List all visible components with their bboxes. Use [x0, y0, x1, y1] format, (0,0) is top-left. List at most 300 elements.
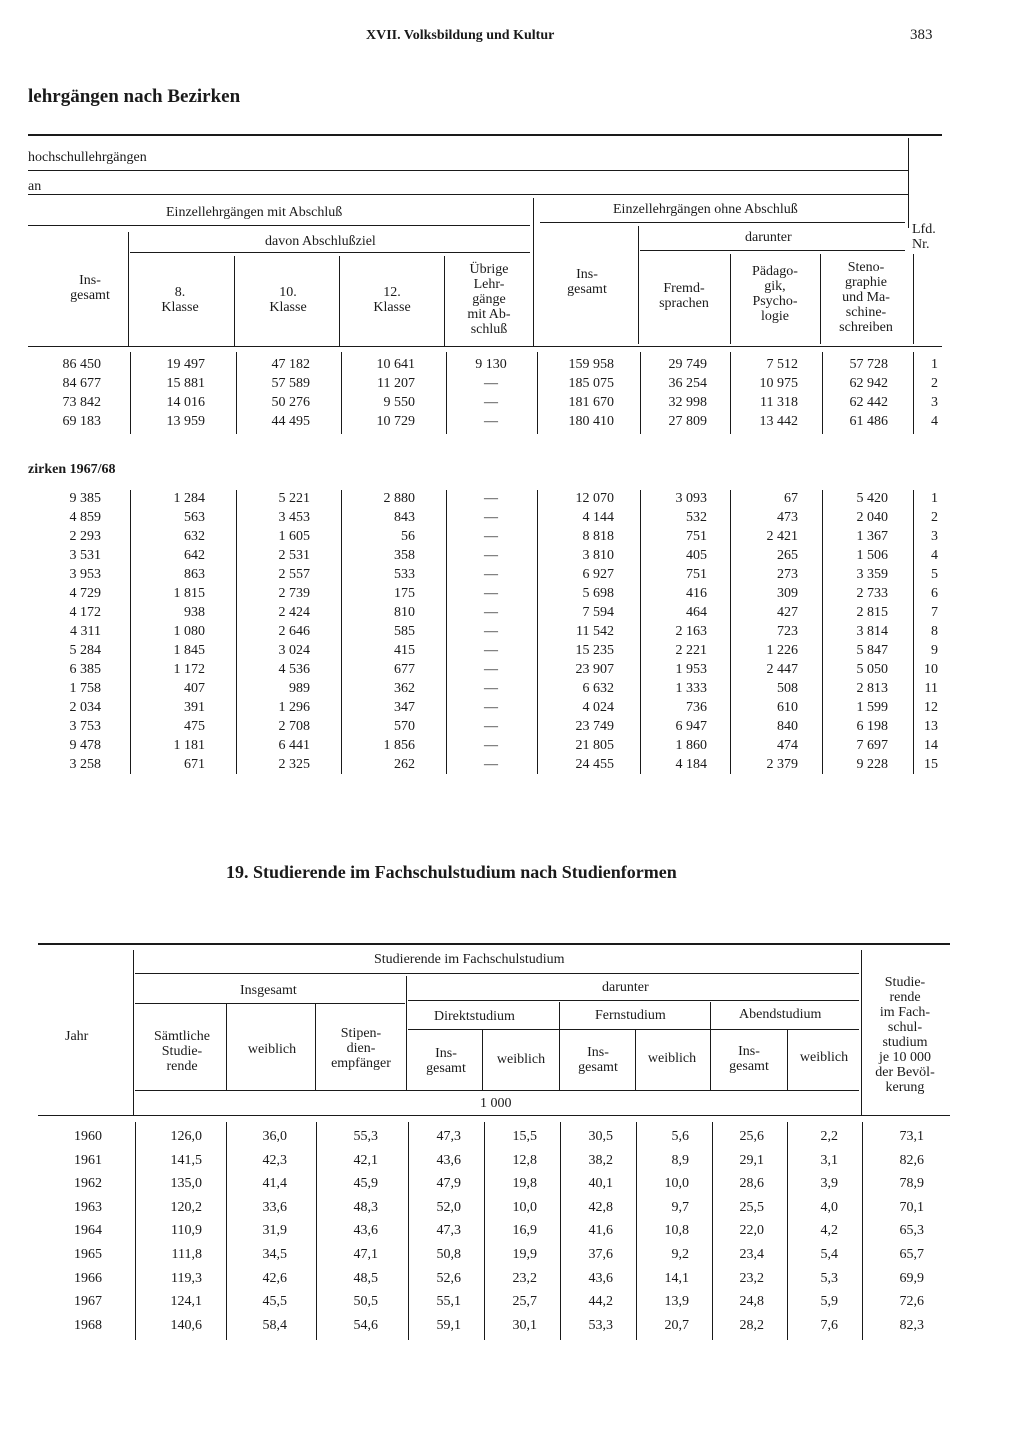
cell-fern-ins: 37,6 [588, 1247, 613, 1262]
cell-fremdsprachen: 416 [686, 586, 707, 601]
table-row [0, 547, 1024, 566]
cell-paedagogik: 1 226 [766, 643, 798, 658]
cell-klasse10: 4 536 [278, 662, 310, 677]
t19-h-abend: Abendstudium [739, 1007, 822, 1022]
cell-stenographie: 7 697 [856, 738, 888, 753]
t19-rule-b1 [135, 1003, 405, 1004]
cell-insgesamt-ohne: 23 749 [575, 719, 614, 734]
cell-jahr: 1961 [74, 1152, 102, 1168]
cell-insgesamt-ohne: 3 810 [582, 548, 614, 563]
cell-direkt-ins: 52,0 [436, 1199, 461, 1215]
cell-lfd-nr: 13 [924, 719, 938, 734]
cell-klasse12: 415 [394, 643, 415, 658]
cell-klasse8: 671 [184, 757, 205, 772]
cell-insgesamt-ohne: 180 410 [568, 414, 614, 429]
cell-direkt-weiblich: 30,1 [512, 1317, 537, 1333]
cell-klasse10: 2 739 [278, 586, 310, 601]
cell-klasse12: 9 550 [383, 395, 415, 410]
cell-stenographie: 6 198 [856, 719, 888, 734]
cell-klasse8: 13 959 [166, 414, 205, 429]
cell-fremdsprachen: 736 [686, 700, 707, 715]
t18-top-rule [28, 134, 942, 136]
cell-lfd-nr: 8 [931, 624, 938, 639]
cell-saemtliche: 124,1 [170, 1294, 202, 1310]
cell-klasse8: 1 181 [173, 738, 205, 753]
cell-klasse10: 57 589 [271, 376, 310, 391]
cell-saemtliche: 140,6 [170, 1317, 202, 1333]
cell-insgesamt-ohne: 4 144 [582, 510, 614, 525]
t19-vline-h3 [315, 1004, 316, 1090]
t19-h-stipend: Stipen- dien- empfänger [331, 1026, 391, 1071]
cell-fremdsprachen: 1 953 [675, 662, 707, 677]
cell-uebrige: — [484, 605, 498, 620]
t19-vline-h7 [635, 1030, 636, 1090]
cell-direkt-ins: 47,3 [436, 1223, 461, 1239]
cell-jahr: 1964 [74, 1223, 102, 1239]
cell-uebrige: — [484, 624, 498, 639]
cell-uebrige: 9 130 [475, 357, 507, 372]
t19-h-last: Studie- rende im Fach- schul- studium je 10 000 der Bevöl- kerung [875, 975, 935, 1095]
cell-insgesamt: 3 531 [69, 548, 101, 563]
cell-saemtliche: 111,8 [171, 1247, 202, 1262]
t18-header-an: an [28, 179, 42, 194]
table-row [0, 490, 1024, 509]
cell-abend-weiblich: 2,2 [820, 1129, 838, 1144]
cell-insgesamt-ohne: 7 594 [582, 605, 614, 620]
t18-vline-h1 [128, 232, 129, 346]
cell-klasse8: 1 284 [173, 491, 205, 506]
cell-klasse10: 1 605 [278, 529, 310, 544]
cell-direkt-ins: 47,9 [436, 1176, 461, 1192]
cell-stenographie: 3 814 [856, 624, 888, 639]
cell-direkt-weiblich: 19,8 [512, 1176, 537, 1192]
cell-saemtliche: 141,5 [170, 1152, 202, 1168]
cell-je-10000: 82,6 [899, 1152, 924, 1168]
cell-direkt-weiblich: 16,9 [512, 1223, 537, 1239]
table-row [0, 585, 1024, 604]
cell-abend-weiblich: 7,6 [820, 1317, 838, 1333]
cell-insgesamt: 9 478 [69, 738, 101, 753]
cell-je-10000: 70,1 [899, 1199, 924, 1215]
t19-rule-a [135, 973, 859, 974]
cell-insgesamt: 3 258 [69, 757, 101, 772]
cell-paedagogik: 265 [777, 548, 798, 563]
cell-insgesamt: 1 758 [69, 681, 101, 696]
cell-fremdsprachen: 464 [686, 605, 707, 620]
cell-insgesamt: 6 385 [69, 662, 101, 677]
cell-insgesamt-ohne: 159 958 [568, 357, 614, 372]
cell-abend-ins: 25,6 [739, 1129, 764, 1144]
cell-je-10000: 73,1 [899, 1129, 924, 1144]
cell-lfd-nr: 11 [924, 681, 938, 696]
t18-col-fremd: Fremd- sprachen [659, 281, 709, 311]
cell-stipendien: 48,5 [353, 1270, 378, 1286]
cell-klasse10: 2 708 [278, 719, 310, 734]
t18-col-k8: 8. Klasse [161, 285, 199, 315]
cell-weiblich: 33,6 [262, 1199, 287, 1215]
cell-fremdsprachen: 2 163 [675, 624, 707, 639]
table-row [0, 756, 1024, 775]
cell-direkt-ins: 43,6 [436, 1152, 461, 1168]
cell-stenographie: 57 728 [849, 357, 888, 372]
cell-uebrige: — [484, 700, 498, 715]
cell-klasse12: 843 [394, 510, 415, 525]
cell-klasse12: 2 880 [383, 491, 415, 506]
t18-col-k12: 12. Klasse [373, 285, 411, 315]
t18-group-with: Einzellehrgängen mit Abschluß [166, 205, 343, 220]
cell-abend-weiblich: 5,9 [820, 1294, 838, 1310]
cell-stenographie: 5 420 [856, 491, 888, 506]
cell-direkt-weiblich: 12,8 [512, 1152, 537, 1168]
cell-stenographie: 9 228 [856, 757, 888, 772]
cell-paedagogik: 2 447 [766, 662, 798, 677]
cell-lfd-nr: 2 [931, 376, 938, 391]
cell-abend-weiblich: 4,2 [820, 1223, 838, 1239]
cell-lfd-nr: 3 [931, 395, 938, 410]
t19-h-ins-direkt: Ins- gesamt [426, 1046, 466, 1076]
cell-fern-ins: 53,3 [588, 1317, 613, 1333]
t18-vline-h9 [908, 138, 909, 228]
cell-stenographie: 1 506 [856, 548, 888, 563]
table-row [0, 1270, 1024, 1289]
cell-uebrige: — [484, 491, 498, 506]
cell-insgesamt-ohne: 12 070 [575, 491, 614, 506]
t18-col-insgesamt2: Ins- gesamt [567, 267, 607, 297]
cell-abend-ins: 22,0 [739, 1223, 764, 1239]
cell-insgesamt: 4 729 [69, 586, 101, 601]
cell-je-10000: 65,7 [899, 1247, 924, 1262]
cell-direkt-ins: 47,3 [436, 1129, 461, 1144]
cell-direkt-weiblich: 10,0 [512, 1199, 537, 1215]
cell-abend-weiblich: 3,1 [820, 1152, 838, 1168]
cell-klasse10: 2 646 [278, 624, 310, 639]
cell-lfd-nr: 12 [924, 700, 938, 715]
cell-klasse8: 1 080 [173, 624, 205, 639]
t18-vline-h6 [638, 226, 639, 344]
cell-uebrige: — [484, 586, 498, 601]
t19-vline-h6 [559, 1002, 560, 1090]
cell-klasse12: 585 [394, 624, 415, 639]
cell-uebrige: — [484, 643, 498, 658]
t18-col-steno: Steno- graphie und Ma- schine- schreiben [839, 260, 893, 335]
cell-jahr: 1966 [74, 1270, 102, 1286]
cell-klasse8: 863 [184, 567, 205, 582]
cell-stenographie: 3 359 [856, 567, 888, 582]
cell-klasse12: 10 641 [376, 357, 415, 372]
cell-saemtliche: 120,2 [170, 1199, 202, 1215]
cell-klasse12: 570 [394, 719, 415, 734]
cell-lfd-nr: 14 [924, 738, 938, 753]
cell-insgesamt: 5 284 [69, 643, 101, 658]
cell-stenographie: 5 050 [856, 662, 888, 677]
table-row [0, 1199, 1024, 1218]
cell-insgesamt-ohne: 8 818 [582, 529, 614, 544]
cell-klasse8: 475 [184, 719, 205, 734]
cell-fern-weiblich: 10,8 [664, 1223, 689, 1239]
cell-direkt-ins: 50,8 [436, 1247, 461, 1262]
cell-uebrige: — [484, 510, 498, 525]
table-row [0, 375, 1024, 394]
cell-paedagogik: 10 975 [759, 376, 798, 391]
page-number: 383 [910, 27, 933, 43]
cell-insgesamt-ohne: 11 542 [576, 624, 614, 639]
cell-abend-weiblich: 4,0 [820, 1199, 838, 1215]
cell-paedagogik: 2 421 [766, 529, 798, 544]
table-row [0, 1317, 1024, 1336]
t18-col-uebrige: Übrige Lehr- gänge mit Ab- schluß [467, 262, 511, 337]
cell-fern-weiblich: 14,1 [664, 1270, 689, 1286]
cell-klasse8: 407 [184, 681, 205, 696]
cell-uebrige: — [484, 414, 498, 429]
t19-h-weiblich-direkt: weiblich [496, 1052, 546, 1067]
cell-paedagogik: 473 [777, 510, 798, 525]
cell-paedagogik: 7 512 [766, 357, 798, 372]
cell-jahr: 1965 [74, 1247, 102, 1262]
cell-abend-weiblich: 5,3 [820, 1270, 838, 1286]
cell-fremdsprachen: 1 860 [675, 738, 707, 753]
cell-direkt-ins: 59,1 [436, 1317, 461, 1333]
t19-h-fern: Fernstudium [595, 1008, 666, 1023]
cell-saemtliche: 135,0 [170, 1176, 202, 1192]
cell-paedagogik: 474 [777, 738, 798, 753]
table-row [0, 509, 1024, 528]
cell-paedagogik: 309 [777, 586, 798, 601]
cell-abend-ins: 29,1 [739, 1152, 764, 1168]
t19-h-group: Studierende im Fachschulstudium [374, 952, 565, 967]
t19-vline-h8 [710, 1002, 711, 1090]
cell-stenographie: 62 442 [849, 395, 888, 410]
cell-direkt-weiblich: 19,9 [512, 1247, 537, 1262]
cell-klasse12: 1 856 [383, 738, 415, 753]
cell-klasse8: 642 [184, 548, 205, 563]
cell-klasse8: 391 [184, 700, 205, 715]
cell-lfd-nr: 2 [931, 510, 938, 525]
cell-klasse8: 1 815 [173, 586, 205, 601]
cell-direkt-weiblich: 15,5 [512, 1129, 537, 1144]
cell-paedagogik: 13 442 [759, 414, 798, 429]
t19-h-weiblich1: weiblich [247, 1042, 297, 1057]
cell-fern-weiblich: 9,7 [671, 1199, 689, 1215]
cell-fern-ins: 38,2 [588, 1152, 613, 1168]
cell-uebrige: — [484, 395, 498, 410]
t19-rule-c [408, 1029, 859, 1030]
cell-stenographie: 2 733 [856, 586, 888, 601]
cell-insgesamt-ohne: 15 235 [575, 643, 614, 658]
cell-fremdsprachen: 29 749 [668, 357, 707, 372]
cell-fremdsprachen: 1 333 [675, 681, 707, 696]
t19-vline-h10 [861, 950, 862, 1115]
cell-lfd-nr: 5 [931, 567, 938, 582]
cell-insgesamt-ohne: 23 907 [575, 662, 614, 677]
t19-h-ins-abend: Ins- gesamt [729, 1044, 769, 1074]
cell-klasse8: 1 172 [173, 662, 205, 677]
cell-fremdsprachen: 532 [686, 510, 707, 525]
cell-klasse10: 50 276 [271, 395, 310, 410]
cell-insgesamt-ohne: 185 075 [568, 376, 614, 391]
t18-vline-h2 [234, 256, 235, 346]
cell-weiblich: 42,6 [262, 1270, 287, 1286]
cell-direkt-weiblich: 23,2 [512, 1270, 537, 1286]
cell-uebrige: — [484, 376, 498, 391]
cell-fern-weiblich: 10,0 [664, 1176, 689, 1192]
t18-rule-d1 [130, 252, 530, 253]
cell-paedagogik: 67 [784, 491, 798, 506]
cell-je-10000: 82,3 [899, 1317, 924, 1333]
cell-lfd-nr: 4 [931, 414, 938, 429]
cell-klasse8: 14 016 [166, 395, 205, 410]
table-row [0, 1128, 1024, 1147]
t18-rule-d2 [640, 250, 905, 251]
cell-uebrige: — [484, 662, 498, 677]
cell-klasse12: 11 207 [377, 376, 415, 391]
t19-h-saemtliche: Sämtliche Studie- rende [154, 1029, 210, 1074]
t18-col-k10: 10. Klasse [269, 285, 307, 315]
cell-insgesamt-ohne: 5 698 [582, 586, 614, 601]
cell-klasse10: 44 495 [271, 414, 310, 429]
cell-abend-ins: 25,5 [739, 1199, 764, 1215]
t18-vline-h3 [339, 256, 340, 346]
cell-klasse8: 563 [184, 510, 205, 525]
cell-fern-weiblich: 8,9 [671, 1152, 689, 1168]
cell-fremdsprachen: 4 184 [675, 757, 707, 772]
t18-vline-h7 [730, 254, 731, 344]
cell-fern-weiblich: 13,9 [664, 1294, 689, 1310]
cell-weiblich: 58,4 [262, 1317, 287, 1333]
cell-klasse12: 262 [394, 757, 415, 772]
cell-weiblich: 41,4 [262, 1176, 287, 1192]
cell-klasse10: 6 441 [278, 738, 310, 753]
cell-paedagogik: 427 [777, 605, 798, 620]
t19-vline-h9 [787, 1030, 788, 1090]
t18-header-top: hochschullehrgängen [28, 150, 147, 165]
cell-fern-ins: 41,6 [588, 1223, 613, 1239]
cell-klasse8: 1 845 [173, 643, 205, 658]
cell-stenographie: 2 040 [856, 510, 888, 525]
cell-klasse12: 10 729 [376, 414, 415, 429]
cell-klasse8: 15 881 [166, 376, 205, 391]
cell-uebrige: — [484, 529, 498, 544]
cell-fern-ins: 44,2 [588, 1294, 613, 1310]
cell-klasse12: 533 [394, 567, 415, 582]
cell-fremdsprachen: 36 254 [668, 376, 707, 391]
cell-klasse12: 175 [394, 586, 415, 601]
t19-top-rule [38, 943, 950, 945]
cell-insgesamt: 3 953 [69, 567, 101, 582]
t18-rule-c2 [540, 222, 905, 223]
table18-title: lehrgängen nach Bezirken [28, 86, 241, 107]
cell-klasse10: 1 296 [278, 700, 310, 715]
cell-klasse12: 358 [394, 548, 415, 563]
cell-insgesamt: 2 034 [69, 700, 101, 715]
table-row [0, 718, 1024, 737]
cell-jahr: 1968 [74, 1317, 102, 1333]
cell-stenographie: 5 847 [856, 643, 888, 658]
table-row [0, 1222, 1024, 1241]
table-row [0, 1175, 1024, 1194]
cell-fremdsprachen: 2 221 [675, 643, 707, 658]
cell-fern-weiblich: 20,7 [664, 1317, 689, 1333]
table-row [0, 642, 1024, 661]
cell-abend-ins: 23,2 [739, 1270, 764, 1286]
t19-h-insgesamt: Insgesamt [240, 983, 297, 998]
t18-vline-h10 [913, 254, 914, 344]
cell-paedagogik: 723 [777, 624, 798, 639]
cell-je-10000: 69,9 [899, 1270, 924, 1286]
t18-col-lfd: Lfd. Nr. [912, 222, 936, 252]
cell-klasse10: 2 531 [278, 548, 310, 563]
cell-lfd-nr: 4 [931, 548, 938, 563]
t19-vline-h2 [226, 1004, 227, 1090]
cell-insgesamt: 9 385 [69, 491, 101, 506]
cell-klasse8: 19 497 [166, 357, 205, 372]
cell-weiblich: 45,5 [262, 1294, 287, 1310]
table-row [0, 680, 1024, 699]
cell-insgesamt: 4 859 [69, 510, 101, 525]
cell-lfd-nr: 1 [931, 357, 938, 372]
cell-klasse12: 810 [394, 605, 415, 620]
cell-klasse10: 3 453 [278, 510, 310, 525]
cell-fremdsprachen: 32 998 [668, 395, 707, 410]
cell-stipendien: 50,5 [353, 1294, 378, 1310]
cell-stipendien: 43,6 [353, 1223, 378, 1239]
cell-stipendien: 55,3 [353, 1129, 378, 1144]
table-row [0, 1293, 1024, 1312]
cell-stipendien: 45,9 [353, 1176, 378, 1192]
cell-klasse12: 362 [394, 681, 415, 696]
cell-je-10000: 78,9 [899, 1176, 924, 1192]
cell-abend-ins: 28,2 [739, 1317, 764, 1333]
t18-vline-h4 [444, 256, 445, 346]
cell-stenographie: 62 942 [849, 376, 888, 391]
cell-lfd-nr: 7 [931, 605, 938, 620]
cell-insgesamt: 3 753 [69, 719, 101, 734]
cell-klasse10: 47 182 [271, 357, 310, 372]
t18-col-insgesamt: Ins- gesamt [70, 273, 110, 303]
t19-h-weiblich-abend: weiblich [799, 1050, 849, 1065]
cell-fern-ins: 43,6 [588, 1270, 613, 1286]
t19-h-weiblich-fern: weiblich [647, 1051, 697, 1066]
table-row [0, 394, 1024, 413]
cell-abend-ins: 24,8 [739, 1294, 764, 1310]
cell-fern-weiblich: 9,2 [671, 1247, 689, 1262]
t19-vline-h1 [133, 950, 134, 1115]
t18-rule-a [28, 170, 908, 171]
cell-klasse10: 989 [289, 681, 310, 696]
cell-stenographie: 1 367 [856, 529, 888, 544]
cell-lfd-nr: 3 [931, 529, 938, 544]
cell-je-10000: 72,6 [899, 1294, 924, 1310]
t19-h-jahr: Jahr [65, 1029, 89, 1044]
cell-abend-weiblich: 5,4 [820, 1247, 838, 1262]
cell-klasse12: 677 [394, 662, 415, 677]
cell-insgesamt-ohne: 6 632 [582, 681, 614, 696]
cell-lfd-nr: 6 [931, 586, 938, 601]
cell-fern-ins: 42,8 [588, 1199, 613, 1215]
cell-insgesamt: 86 450 [62, 357, 101, 372]
t19-rule-b2 [408, 1000, 859, 1001]
cell-je-10000: 65,3 [899, 1223, 924, 1239]
t18-rule-c1 [28, 225, 530, 226]
cell-stipendien: 54,6 [353, 1317, 378, 1333]
cell-fremdsprachen: 6 947 [675, 719, 707, 734]
cell-stenographie: 1 599 [856, 700, 888, 715]
cell-lfd-nr: 1 [931, 491, 938, 506]
cell-klasse12: 347 [394, 700, 415, 715]
cell-insgesamt-ohne: 181 670 [568, 395, 614, 410]
cell-abend-weiblich: 3,9 [820, 1176, 838, 1192]
table-row [0, 699, 1024, 718]
cell-weiblich: 31,9 [262, 1223, 287, 1239]
